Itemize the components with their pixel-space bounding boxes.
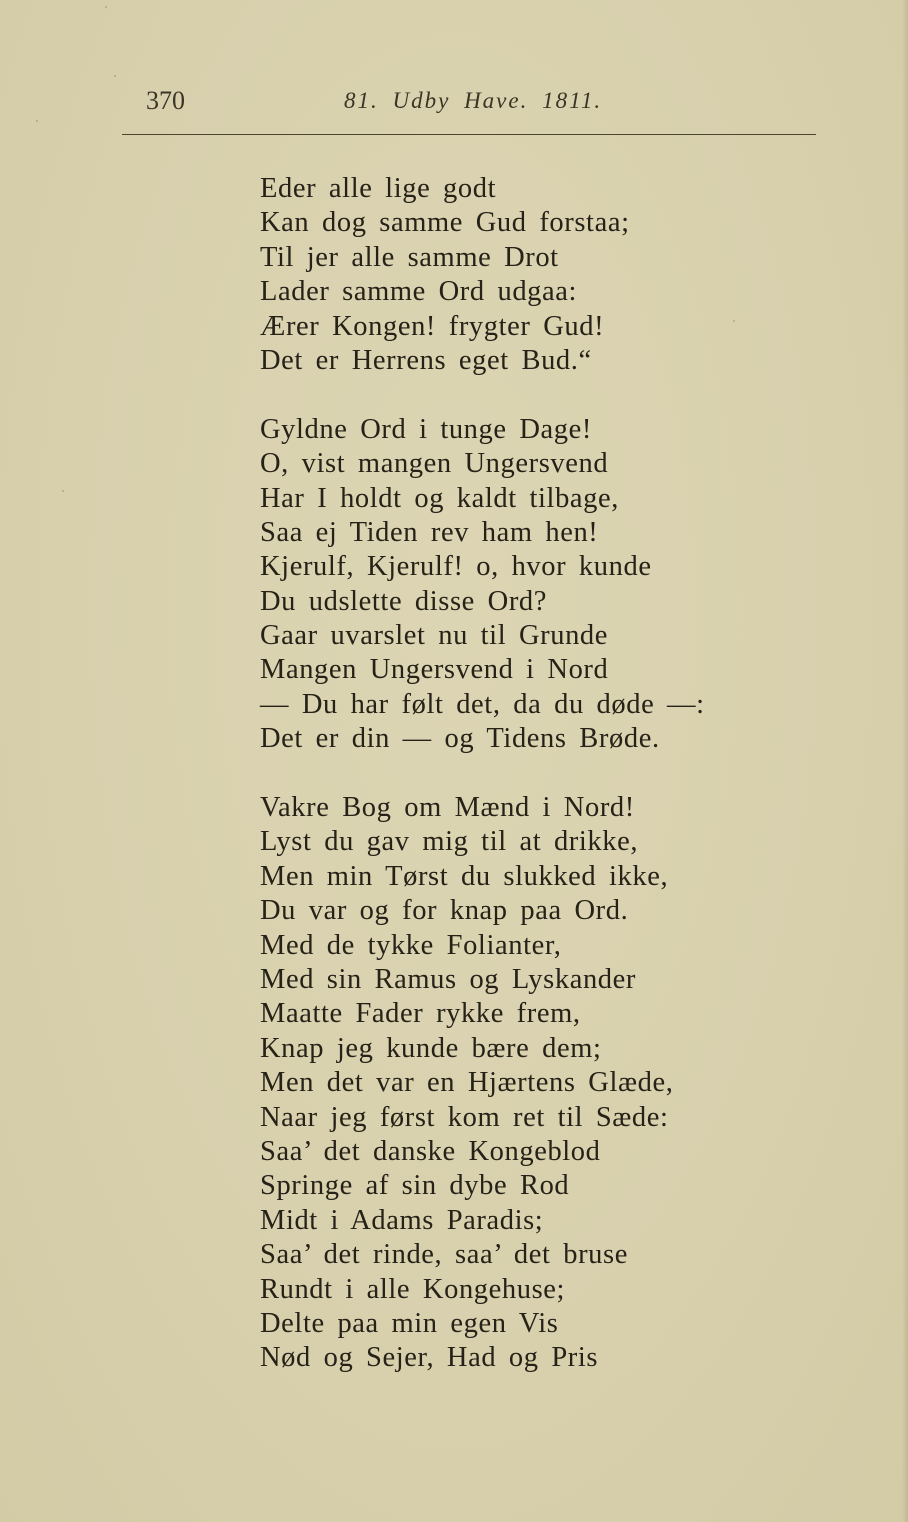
verse-line: Maatte Fader rykke frem,	[260, 998, 581, 1030]
verse-line: Vakre Bog om Mænd i Nord!	[260, 792, 635, 824]
verse-line: Det er Herrens eget Bud.“	[260, 344, 592, 376]
stanza-1	[260, 172, 820, 378]
verse-line: Midt i Adams Paradis;	[260, 1204, 544, 1236]
verse-line: Gyldne Ord i tunge Dage!	[260, 413, 592, 445]
stanza-break	[260, 378, 820, 412]
verse-line: Saa’ det danske Kongeblod	[260, 1135, 601, 1167]
verse-line: Saa’ det rinde, saa’ det bruse	[260, 1239, 628, 1271]
verse-line: Men det var en Hjærtens Glæde,	[260, 1067, 674, 1099]
stanza-break	[260, 757, 820, 791]
verse-line: Med sin Ramus og Lyskander	[260, 963, 636, 995]
verse-line: Det er din — og Tidens Brøde.	[260, 723, 660, 755]
verse-line: Delte paa min egen Vis	[260, 1307, 559, 1339]
verse-line: Springe af sin dybe Rod	[260, 1170, 570, 1202]
header-rule	[122, 134, 816, 135]
verse-line: — Du har følt det, da du døde —:	[260, 688, 705, 720]
verse-line: Knap jeg kunde bære dem;	[260, 1032, 602, 1064]
verse-line: Mangen Ungersvend i Nord	[260, 654, 609, 686]
verse-line: Eder alle lige godt	[260, 173, 497, 204]
paper-speck	[105, 6, 107, 8]
page-number: 370	[146, 86, 185, 115]
paper-speck	[62, 490, 64, 492]
verse-line: Du var og for knap paa Ord.	[260, 895, 629, 927]
verse-line: Nød og Sejer, Had og Pris	[260, 1342, 599, 1374]
verse-line: Naar jeg først kom ret til Sæde:	[260, 1101, 669, 1133]
stanza-3	[260, 791, 820, 1376]
verse-line: Kan dog samme Gud forstaa;	[260, 207, 630, 239]
verse-line: Med de tykke Folianter,	[260, 929, 562, 961]
verse-line: Ærer Kongen! frygter Gud!	[260, 310, 605, 342]
verse-line: Saa ej Tiden rev ham hen!	[260, 516, 599, 548]
stanza-2	[260, 413, 820, 757]
verse-line: Lyst du gav mig til at drikke,	[260, 826, 639, 858]
running-title: 81. Udby Have. 1811.	[344, 88, 603, 113]
verse-line: Kjerulf, Kjerulf! o, hvor kunde	[260, 551, 652, 583]
verse-line: Rundt i alle Kongehuse;	[260, 1273, 566, 1305]
paper-speck	[114, 75, 116, 77]
verse-line: Du udslette disse Ord?	[260, 585, 548, 617]
running-head	[0, 86, 908, 126]
verse-line: Til jer alle samme Drot	[260, 241, 559, 273]
verse-line: Men min Tørst du slukked ikke,	[260, 860, 669, 892]
page-edge-shadow	[902, 0, 908, 1522]
verse-line: O, vist mangen Ungersvend	[260, 448, 609, 480]
verse-line: Lader samme Ord udgaa:	[260, 276, 578, 308]
verse-line: Gaar uvarslet nu til Grunde	[260, 620, 609, 652]
poem-body	[260, 172, 820, 1376]
verse-line: Har I holdt og kaldt tilbage,	[260, 482, 619, 514]
